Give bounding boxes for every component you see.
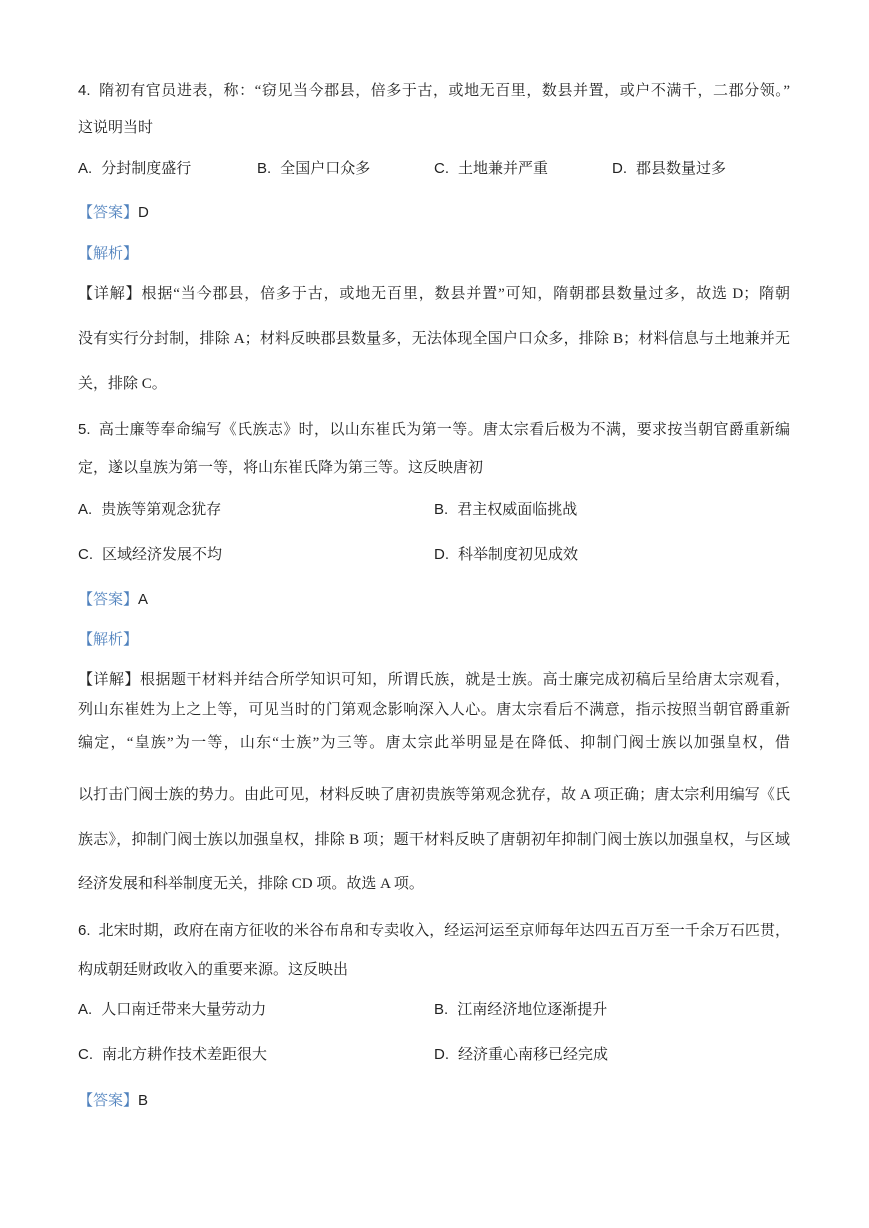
option-text: 江南经济地位逐渐提升 (457, 1002, 608, 1018)
option-a (78, 499, 221, 521)
option-text: 经济重心南移已经完成 (458, 1047, 609, 1063)
question-stem-text: 北宋时期，政府在南方征收的米谷布帛和专卖收入，经运河运至京师每年达四五百万至一千余万石匹贯， (98, 923, 790, 939)
option-d (612, 158, 726, 180)
question-stem-line (78, 80, 790, 102)
option-text: 君主权威面临挑战 (457, 502, 578, 518)
detail-line: 没有实行分封制，排除 A；材料反映郡县数量多，无法体现全国户口众多，排除 B；材料信息与土地兼并无 (78, 331, 790, 347)
answer-line (78, 202, 790, 224)
option-letter: B. (434, 1001, 449, 1018)
detail-label: 【详解】 (78, 672, 140, 688)
question-stem-line (78, 920, 790, 942)
option-c (434, 158, 548, 180)
question-number: 4. (78, 82, 91, 99)
option-letter: B. (257, 160, 272, 177)
analysis-label: 【解析】 (78, 246, 139, 262)
detail-line: 列山东崔姓为上之上等，可见当时的门第观念影响深入人心。唐太宗看后不满意，指示按照当朝官爵重新 (78, 702, 790, 718)
answer-label: 【答案】 (78, 592, 139, 608)
option-letter: B. (434, 501, 449, 518)
question-stem-text: 隋初有官员进表，称：“窃见当今郡县，倍多于古，或地无百里，数县并置，或户不满千，二郡分领。” (98, 83, 790, 99)
analysis-label: 【解析】 (78, 632, 139, 648)
option-letter: D. (434, 546, 449, 563)
option-text: 科举制度初见成效 (458, 547, 579, 563)
option-a (78, 158, 191, 180)
detail-line: 关，排除 C。 (78, 376, 167, 392)
detail-text: 根据题干材料并结合所学知识可知，所谓氏族，就是士族。高士廉完成初稿后呈给唐太宗观看， (139, 672, 790, 688)
option-text: 郡县数量过多 (636, 161, 727, 177)
question-number: 6. (78, 922, 91, 939)
question-stem-line (78, 419, 790, 441)
answer-line (78, 1090, 790, 1112)
option-letter: A. (78, 501, 93, 518)
option-c (78, 1044, 267, 1066)
option-a (78, 999, 266, 1021)
answer-value: B (138, 1092, 149, 1109)
option-b (257, 158, 370, 180)
option-text: 区域经济发展不均 (102, 547, 223, 563)
detail-line: 经济发展和科举制度无关，排除 CD 项。故选 A 项。 (78, 876, 424, 892)
answer-value: D (138, 204, 149, 221)
question-stem-line: 这说明当时 (78, 120, 154, 136)
option-b (434, 499, 577, 521)
answer-line (78, 589, 790, 611)
answer-label: 【答案】 (78, 1093, 139, 1109)
option-text: 全国户口众多 (280, 161, 371, 177)
option-letter: C. (434, 160, 449, 177)
option-c (78, 544, 222, 566)
option-text: 贵族等第观念犹存 (101, 502, 222, 518)
detail-line: 族志》，抑制门阀士族以加强皇权，排除 B 项；题干材料反映了唐朝初年抑制门阀士族以加强皇权，与区域 (78, 832, 790, 848)
detail-line (78, 669, 790, 691)
option-d (434, 1044, 608, 1066)
option-d (434, 544, 578, 566)
option-text: 土地兼并严重 (458, 161, 549, 177)
question-number: 5. (78, 421, 91, 438)
option-text: 人口南迁带来大量劳动力 (101, 1002, 267, 1018)
question-stem-text: 高士廉等奉命编写《氏族志》时，以山东崔氏为第一等。唐太宗看后极为不满，要求按当朝官爵重新编 (98, 422, 790, 438)
option-letter: C. (78, 1046, 93, 1063)
option-letter: C. (78, 546, 93, 563)
analysis-line (78, 243, 790, 265)
option-text: 分封制度盛行 (101, 161, 192, 177)
option-letter: D. (612, 160, 627, 177)
option-letter: D. (434, 1046, 449, 1063)
question-stem-line: 定，遂以皇族为第一等，将山东崔氏降为第三等。这反映唐初 (78, 460, 484, 476)
question-stem-line: 构成朝廷财政收入的重要来源。这反映出 (78, 962, 349, 978)
detail-line (78, 283, 790, 305)
detail-text: 根据“当今郡县，倍多于古，或地无百里，数县并置”可知，隋朝郡县数量过多，故选 D；隋朝 (141, 286, 790, 302)
option-text: 南北方耕作技术差距很大 (102, 1047, 268, 1063)
option-letter: A. (78, 1001, 93, 1018)
detail-line: 以打击门阀士族的势力。由此可见，材料反映了唐初贵族等第观念犹存，故 A 项正确；唐太宗利用编写《氏 (78, 787, 790, 803)
detail-line: 编定，“皇族”为一等，山东“士族”为三等。唐太宗此举明显是在降低、抑制门阀士族以加强皇权，借 (78, 735, 790, 751)
option-b (434, 999, 607, 1021)
answer-label: 【答案】 (78, 205, 139, 221)
detail-label: 【详解】 (78, 286, 142, 302)
option-letter: A. (78, 160, 93, 177)
analysis-line (78, 629, 790, 651)
answer-value: A (138, 591, 149, 608)
